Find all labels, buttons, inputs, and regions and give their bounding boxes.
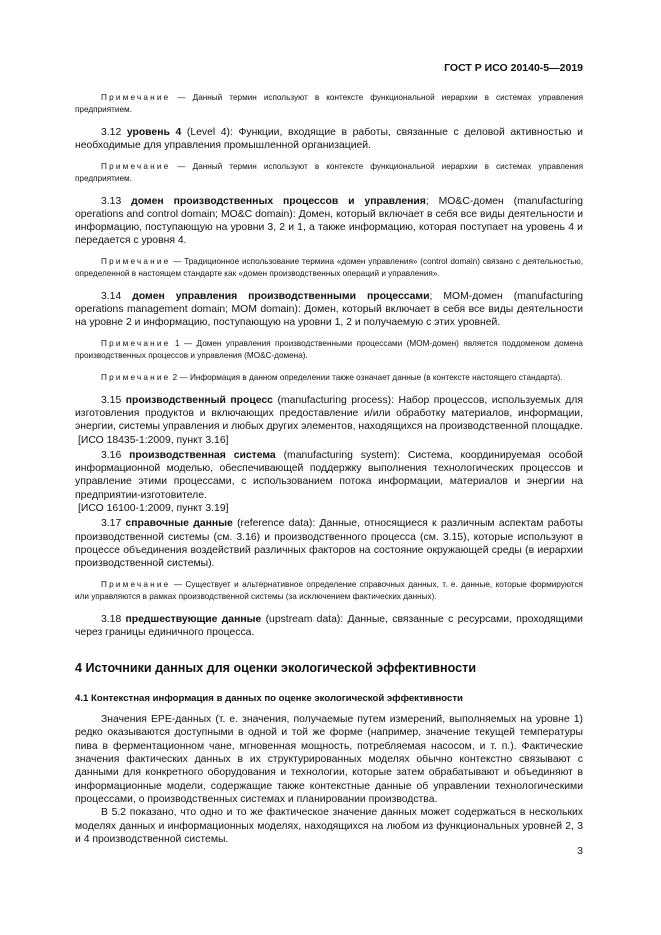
page-content: [75, 92, 583, 846]
note-text: — Существует и альтернативное определение справочных данных, т. е. данные, которые формируются или управляются в рамках производственной системы (за исключением фактических данных).: [75, 579, 583, 601]
subsection-heading: 4.1 Контекстная информация в данных по оценке экологической эффективности: [75, 693, 463, 705]
note-label: Примечание: [101, 372, 171, 382]
term-number: 3.13: [101, 195, 132, 207]
term-3-14: [75, 290, 583, 330]
term-name: производственный процесс: [125, 394, 273, 406]
body-paragraph: В 5.2 показано, что одно и то же фактическое значение данных может содержаться в нескольких моделях данных и информационных моделях, находящихся на любом из функциональных уровней 2, 3 и 4 производственной системы.: [75, 807, 583, 845]
term-3-12: [75, 126, 583, 153]
note-number: 1: [170, 338, 180, 348]
term-number: 3.14: [101, 290, 133, 302]
term-3-18: [75, 613, 583, 640]
note-text: — Данный термин используют в контексте функциональной иерархии в системах управления предприятием.: [75, 161, 583, 183]
term-number: 3.18: [101, 613, 126, 625]
note: [75, 161, 583, 185]
term-definition: (manufacturing system): Система, координируемая особой информационной моделью, обеспечивающей поддержку выполнения технологических процессов и управление этими процессами, с использованием потока информации, материалов и энергии на предприятии-изготовителе.: [75, 449, 583, 501]
document-code: ГОСТ Р ИСО 20140-5—2019: [444, 62, 583, 74]
term-definition: (manufacturing process): Набор процессов, используемых для изготовления продуктов и включающих предоставление и/или обработку материалов, информации, энергии, системы управления и любых других элементов, находящихся на производственной площадке.: [75, 394, 583, 433]
term-3-15: [75, 394, 583, 434]
term-definition: (reference data): Данные, относящиеся к различным аспектам работы производственной системы (см. 3.16) и производственного процесса (см. 3.15), которые используют в процессе объединения воздействий различных факторов на состояние окружающей среды (в иерархии производственной системы).: [75, 518, 583, 570]
note-label: Примечание: [101, 579, 171, 589]
term-name: уровень 4: [126, 127, 182, 138]
note-label: Примечание: [101, 161, 171, 171]
term-name: справочные данные: [125, 518, 233, 530]
note-text: — Данный термин используют в контексте функциональной иерархии в системах управления предприятием.: [75, 93, 583, 114]
term-definition: ; МОМ-домен (manufacturing operations management domain; MOM domain): Домен, который включает в себя все виды деятельности на уровне 2 и информацию, поступающую на уровни 1, 2 и получаемую с этих уровней.: [75, 290, 583, 329]
note: [75, 372, 583, 384]
note-label: Примечание: [101, 93, 171, 102]
term-name: производственная система: [129, 449, 276, 461]
note: [75, 579, 583, 603]
term-reference: [ИСО 16100-1:2009, пункт 3.19]: [78, 503, 229, 515]
body-paragraph: Значения EPE-данных (т. е. значения, получаемые путем измерений, выполняемых на уровне 1) редко оказываются доступными в одной и той же форме (например, значение текущей температуры пива в ферментационном чане, мгновенная мощность, потребляемая насосом, и т. п.). Фактические значения фактических данных в их структурированных моделях обычно контекстно связывают с данными для конкретного оборудования и технологии, которые затем обрабатывают и объединяют в информационные модели, содержащие также контекстные данные об управлении технологическими процессами, о производственных системах и планировании производства.: [75, 714, 583, 805]
term-number: 3.17: [101, 518, 126, 530]
note-text: — Информация в данном определении также означает данные (в контексте настоящего стандарта).: [177, 372, 563, 382]
term-definition: (Level 4): Функции, входящие в работы, связанные с деловой активностью и необходимые для управления промышленной организацией.: [75, 127, 583, 152]
section-heading: 4 Источники данных для оценки экологической эффективности: [75, 661, 477, 676]
term-number: 3.12: [101, 127, 127, 138]
term-number: 3.15: [101, 394, 126, 406]
term-3-16: [75, 449, 583, 502]
term-definition: (upstream data): Данные, связанные с ресурсами, проходящими через границы единичного процесса.: [75, 613, 583, 638]
term-name: домен производственных процессов и управления: [131, 195, 426, 207]
note: [75, 256, 583, 280]
note-text: — Домен управления производственными процессами (MOM-домен) является поддоменом домена производственных процессов и управления (МО&С-домена).: [75, 338, 583, 360]
term-3-17: [75, 517, 583, 570]
term-3-13: [75, 195, 583, 248]
note-label: Примечание: [101, 338, 171, 348]
term-definition: ; МО&C-домен (manufacturing operations and control domain; MO&C domain): Домен, который включает в себя все виды деятельности и информацию, поступающую на уровни 3, 2 и 1, а также информацию, которая поступает на уровень 4 и передается с уровня 4.: [75, 195, 583, 247]
note-label: Примечание: [101, 256, 171, 266]
note: [75, 92, 583, 116]
term-number: 3.16: [101, 449, 130, 461]
note: [75, 338, 583, 362]
page-number: 3: [577, 845, 583, 857]
note-number: 2: [170, 372, 178, 382]
note-text: — Традиционное использование термина «домен управления» (control domain) связано с деятельностью, определенной в настоящем стандарте как «домен производственных операций и управления».: [75, 256, 583, 278]
term-name: домен управления производственными процессами: [132, 290, 430, 302]
term-name: предшествующие данные: [125, 613, 262, 625]
term-reference: [ИСО 18435-1:2009, пункт 3.16]: [78, 434, 229, 446]
